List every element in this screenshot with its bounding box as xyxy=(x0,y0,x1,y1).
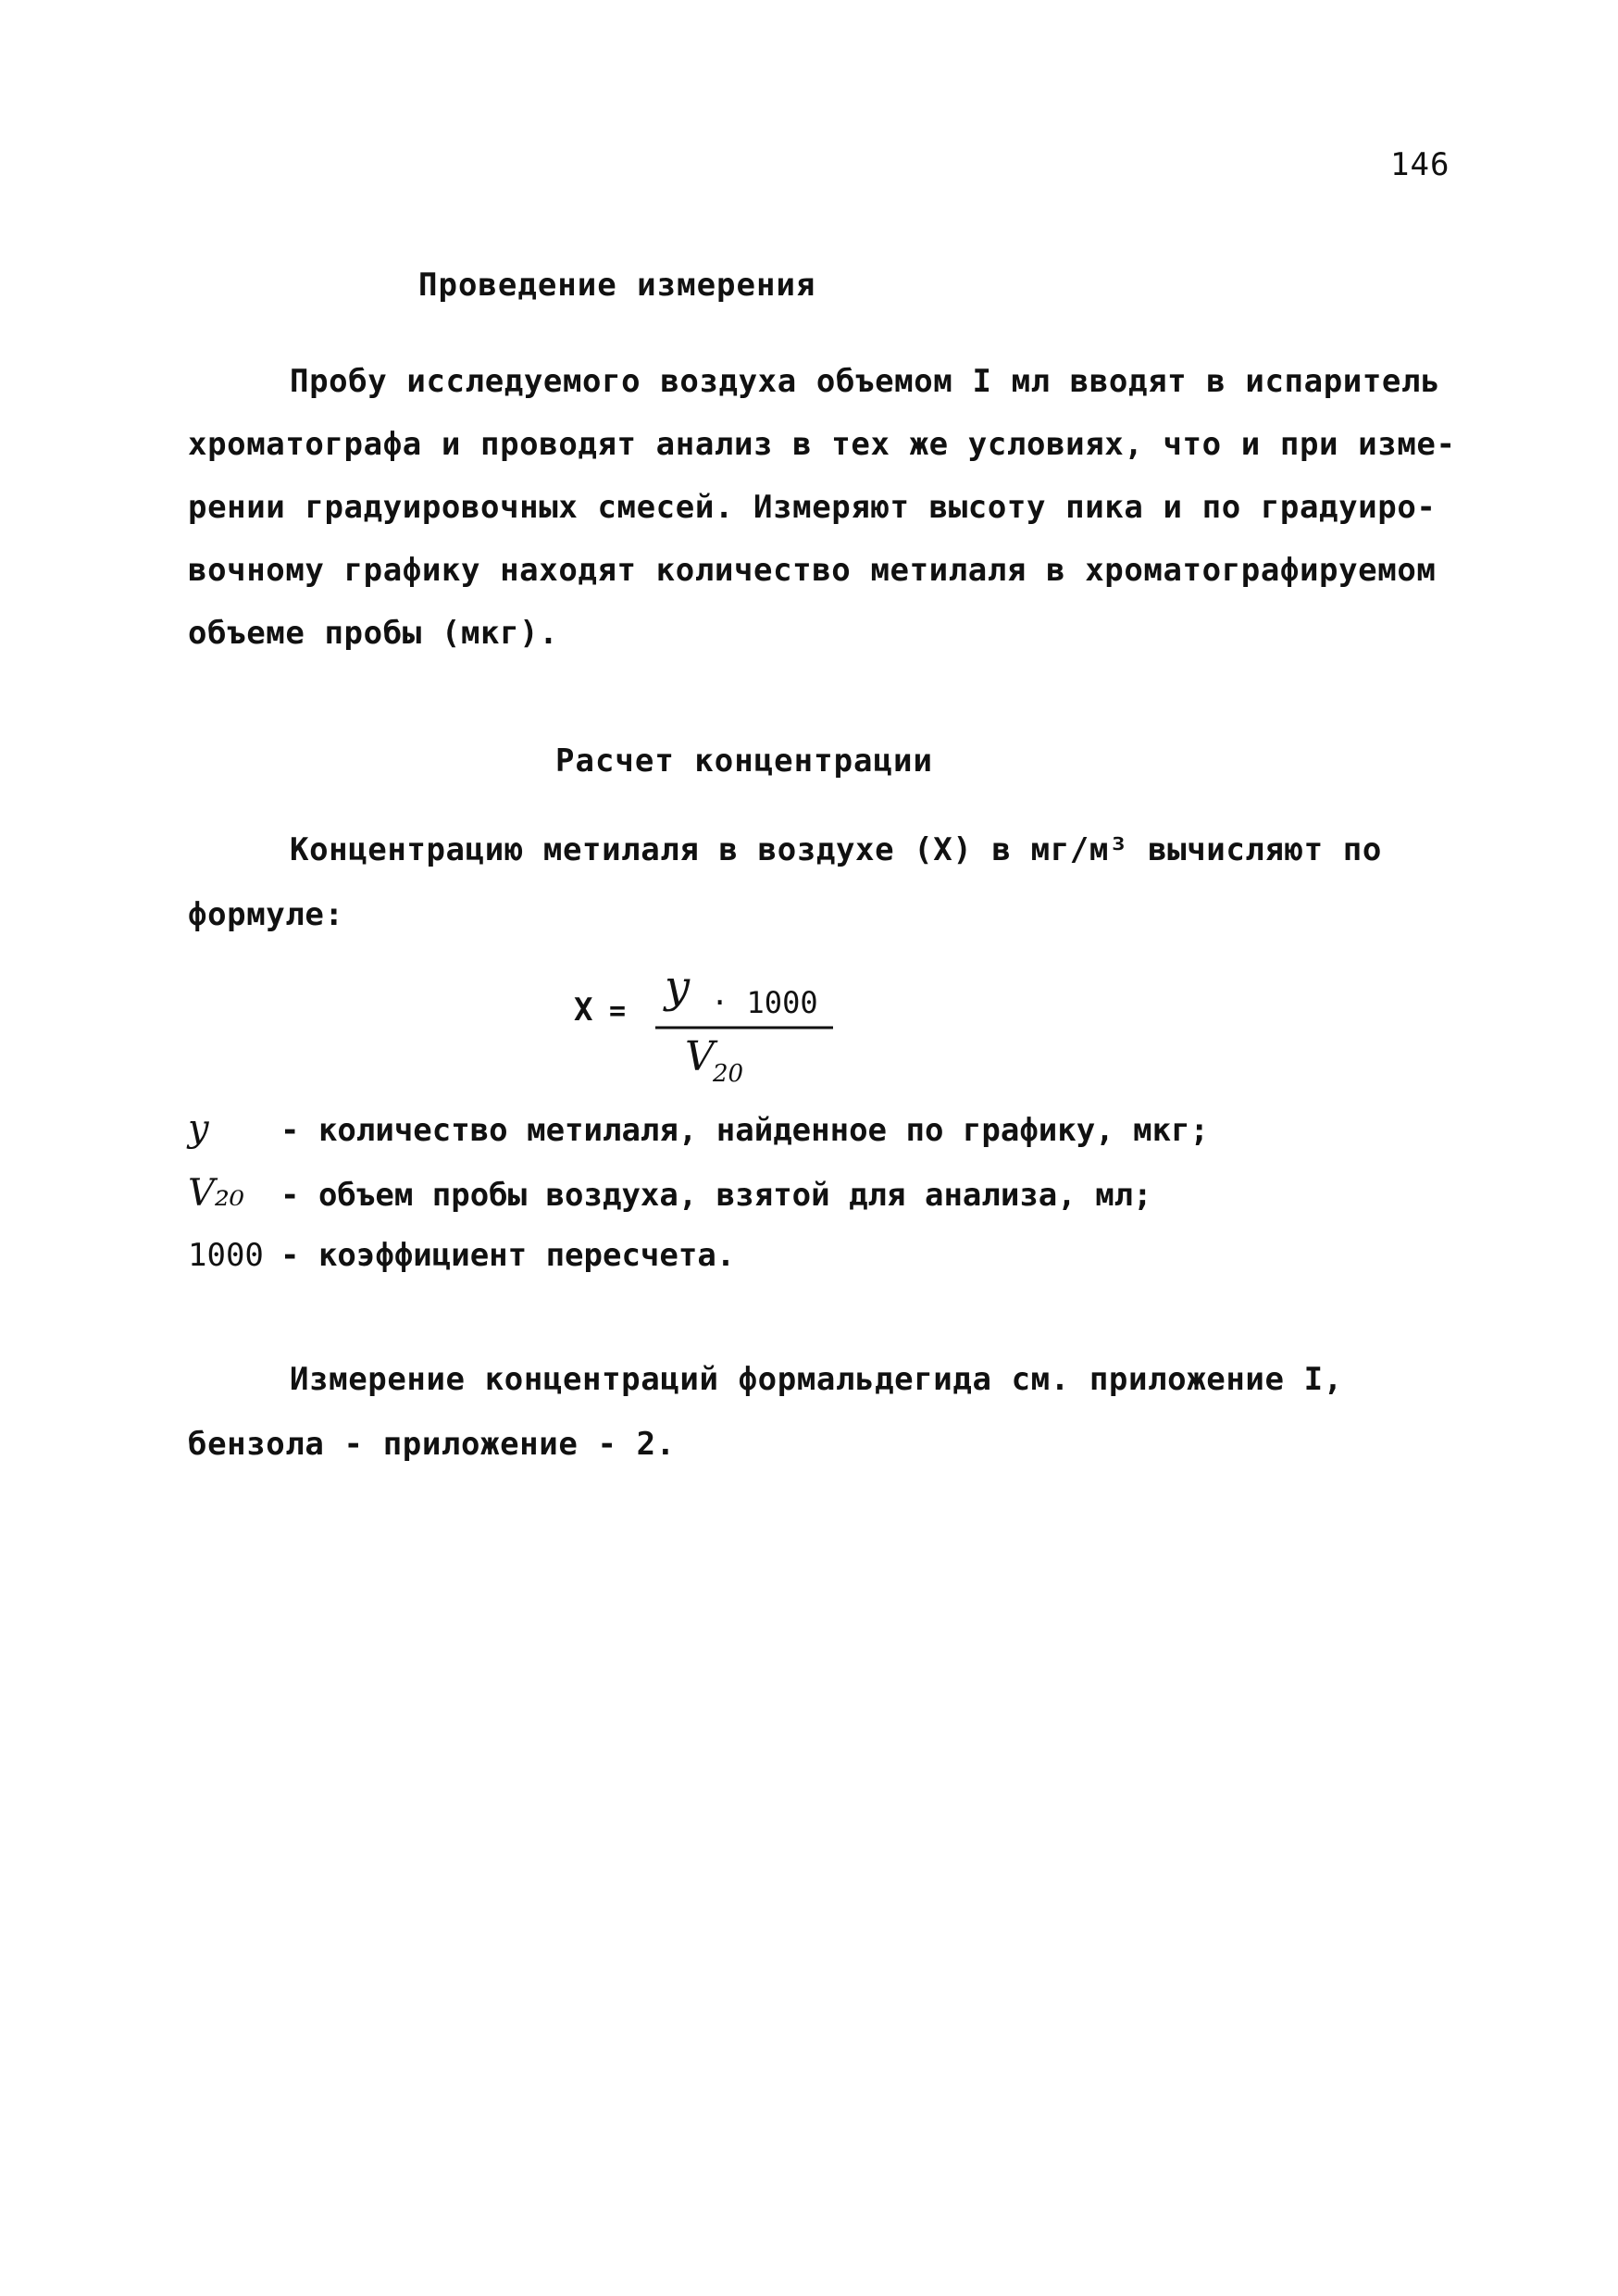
formula-denominator-subscript: 20 xyxy=(713,1060,744,1088)
paragraph-line: рении градуировочных смесей. Измеряют высоту пика и по градуиро- xyxy=(188,489,1437,526)
paragraph-line: хроматографа и проводят анализ в тех же условиях, что и при изме- xyxy=(188,426,1456,463)
variable-description: - объем пробы воздуха, взятой для анализа, мл; xyxy=(280,1177,1152,1214)
paragraph-line: объеме пробы (мкг). xyxy=(188,615,559,652)
variable-description: - коэффициент пересчета. xyxy=(280,1237,736,1274)
variable-symbol: 1000 xyxy=(188,1237,264,1274)
paragraph-line: формуле: xyxy=(188,896,344,933)
concentration-formula xyxy=(555,944,870,1092)
variable-definition-row xyxy=(188,1237,735,1274)
formula-denominator-symbol: V xyxy=(685,1033,715,1080)
formula-lhs: X xyxy=(574,992,593,1029)
variable-definition-row xyxy=(188,1172,1152,1215)
section-heading-calculation: Расчет концентрации xyxy=(555,742,933,780)
paragraph-line: бензола - приложение - 2. xyxy=(188,1426,676,1463)
section-heading-measurement: Проведение измерения xyxy=(418,267,816,304)
variable-symbol: V₂₀ xyxy=(188,1172,244,1215)
formula-numerator-rest: · 1000 xyxy=(711,985,818,1020)
variable-description: - количество метилаля, найденное по графику, мкг; xyxy=(280,1112,1210,1149)
formula-equals: = xyxy=(609,995,627,1028)
paragraph-line: Концентрацию метилаля в воздухе (X) в мг/м³ вычисляют по xyxy=(290,831,1382,868)
paragraph-line: вочному графику находят количество метилаля в хроматографируемом xyxy=(188,552,1437,589)
page-number: 146 xyxy=(1390,146,1450,183)
paragraph-line: Измерение концентраций формальдегида см. приложение I, xyxy=(290,1361,1343,1398)
paragraph-line: Пробу исследуемого воздуха объемом I мл вводят в испаритель xyxy=(290,363,1441,400)
variable-definition-row xyxy=(188,1107,1209,1150)
variable-symbol: y xyxy=(188,1107,209,1150)
formula-numerator-symbol: y xyxy=(665,961,691,1013)
